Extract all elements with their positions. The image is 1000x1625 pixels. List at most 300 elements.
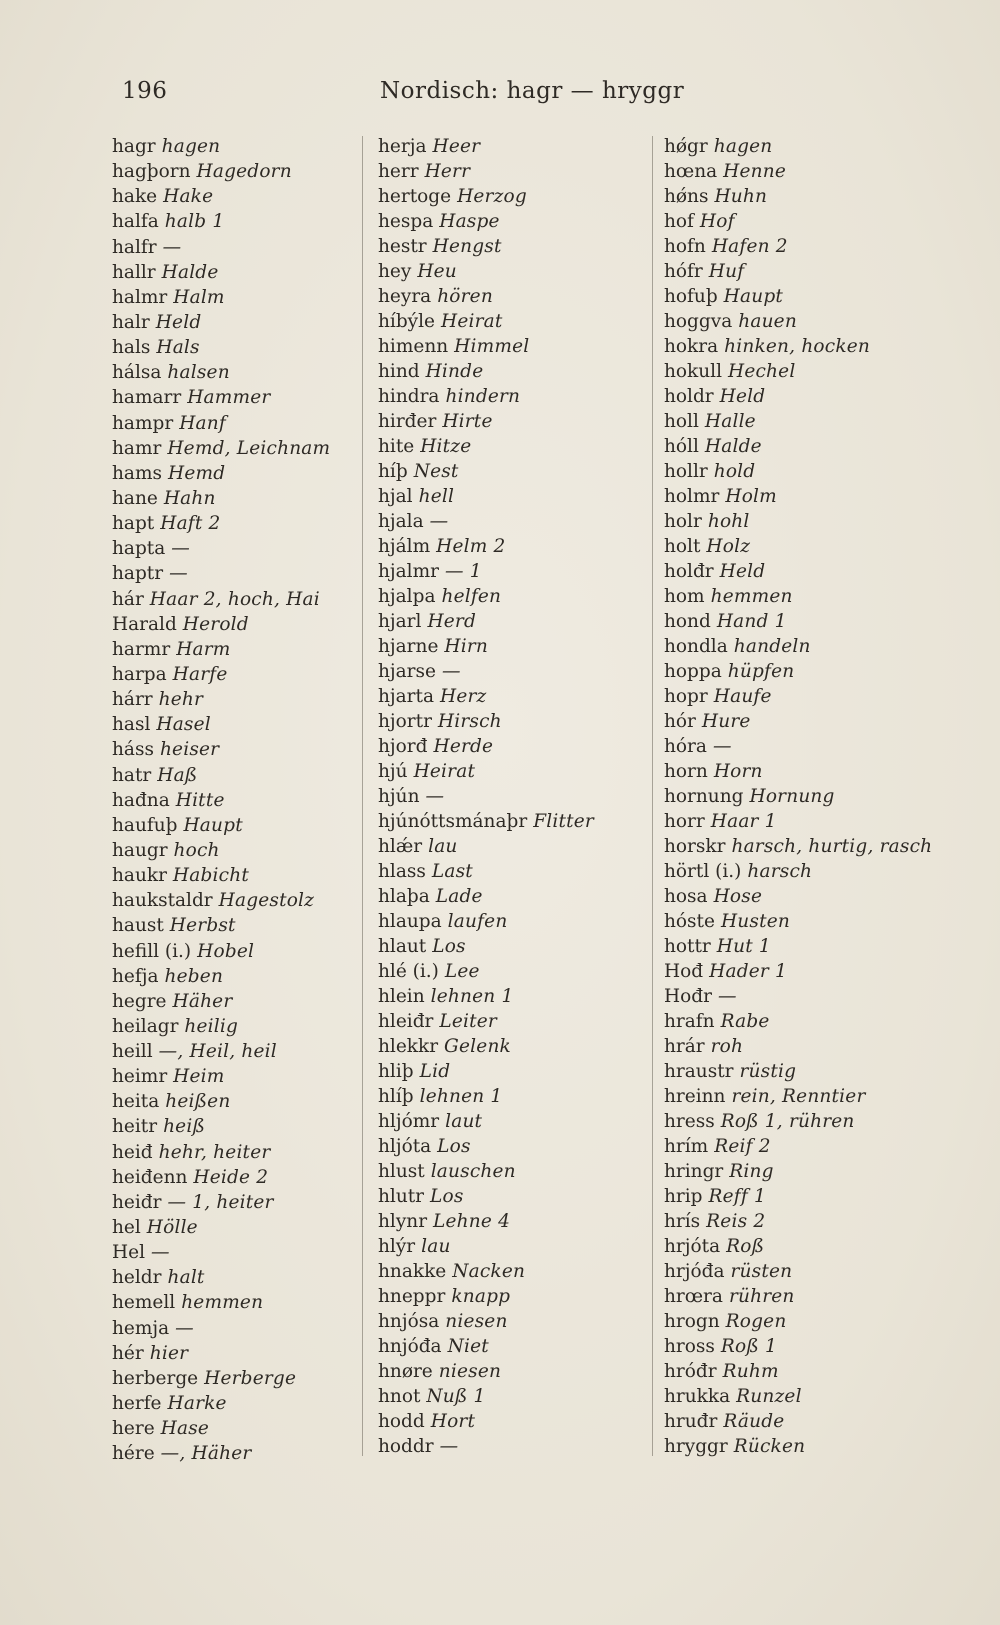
gloss: hagen xyxy=(161,136,221,157)
headword: hjalpa xyxy=(378,586,436,607)
headword: hár xyxy=(112,588,144,610)
gloss: Rücken xyxy=(733,1436,806,1457)
dictionary-entry xyxy=(112,461,330,486)
headword: hamr xyxy=(112,437,162,459)
gloss: hold xyxy=(713,461,756,482)
gloss: Huhn xyxy=(714,186,768,207)
gloss: Herde xyxy=(433,736,494,757)
gloss: — xyxy=(429,511,449,532)
headword: hrís xyxy=(664,1211,701,1232)
headword: herja xyxy=(378,136,427,157)
gloss: Harm xyxy=(176,638,231,660)
gloss: Reff 1 xyxy=(708,1186,766,1207)
headword: hertoge xyxy=(378,186,452,207)
dictionary-entry xyxy=(664,309,932,334)
headword: haust xyxy=(112,915,164,937)
dictionary-entry xyxy=(112,1366,330,1391)
gloss: lehnen 1 xyxy=(419,1086,503,1107)
dictionary-entry xyxy=(664,859,932,884)
headword: hlaþa xyxy=(378,886,430,907)
gloss: Hagestolz xyxy=(218,890,315,912)
headword: hamarr xyxy=(112,387,182,409)
dictionary-entry xyxy=(664,384,932,409)
headword: hraustr xyxy=(664,1061,734,1082)
headword: hey xyxy=(378,261,412,282)
dictionary-entry xyxy=(664,684,932,709)
headword: hapta xyxy=(112,538,166,560)
gloss: hehr xyxy=(158,689,204,711)
gloss: Husten xyxy=(720,911,790,932)
headword: hlaut xyxy=(378,936,427,957)
headword: hite xyxy=(378,436,415,457)
headword: holdr xyxy=(664,386,714,407)
dictionary-entry xyxy=(112,486,330,511)
gloss: Häher xyxy=(172,990,233,1012)
dictionary-entry xyxy=(378,659,594,684)
dictionary-entry xyxy=(112,1391,330,1416)
headword: hlekkr xyxy=(378,1036,439,1057)
gloss: Gelenk xyxy=(444,1036,511,1057)
headword: hof xyxy=(664,211,694,232)
gloss: Los xyxy=(432,936,466,957)
gloss: Hake xyxy=(163,186,214,208)
dictionary-entry xyxy=(378,1209,594,1234)
dictionary-entry xyxy=(112,1064,330,1089)
gloss: Harke xyxy=(167,1393,227,1415)
dictionary-entry xyxy=(664,334,932,359)
headword: heiđ xyxy=(112,1141,153,1163)
headword: hjarne xyxy=(378,636,439,657)
dictionary-entry xyxy=(664,459,932,484)
gloss: hören xyxy=(437,286,493,307)
dictionary-entry xyxy=(664,659,932,684)
dictionary-entry xyxy=(378,759,594,784)
gloss: halt xyxy=(167,1267,205,1289)
dictionary-entry xyxy=(664,784,932,809)
gloss: Heirat xyxy=(441,311,503,332)
headword: Hel xyxy=(112,1242,145,1264)
headword: hrukka xyxy=(664,1386,731,1407)
headword: hlein xyxy=(378,986,425,1007)
column-divider-1 xyxy=(362,136,363,1456)
dictionary-entry xyxy=(664,534,932,559)
dictionary-entry xyxy=(378,184,594,209)
dictionary-entry xyxy=(112,1341,330,1366)
gloss: Herberge xyxy=(204,1367,297,1389)
headword: hokull xyxy=(664,361,723,382)
headword: hruđr xyxy=(664,1411,718,1432)
headword: hodd xyxy=(378,1411,425,1432)
headword: hjortr xyxy=(378,711,432,732)
headword: hlíþ xyxy=(378,1086,414,1107)
dictionary-entry xyxy=(112,134,330,159)
dictionary-entry xyxy=(112,1014,330,1039)
dictionary-entry xyxy=(664,809,932,834)
headword: hlé (i.) xyxy=(378,961,439,982)
dictionary-entry xyxy=(378,559,594,584)
dictionary-entry xyxy=(378,859,594,884)
dictionary-entry xyxy=(112,612,330,637)
gloss: Nuß 1 xyxy=(426,1386,486,1407)
headword: hrœra xyxy=(664,1286,723,1307)
dictionary-entry xyxy=(664,1084,932,1109)
gloss: — xyxy=(162,236,182,258)
headword: hasl xyxy=(112,714,151,736)
gloss: hoch xyxy=(173,839,220,861)
gloss: Hahn xyxy=(163,487,216,509)
headword: híþ xyxy=(378,461,408,482)
gloss: Runzel xyxy=(736,1386,802,1407)
dictionary-entry xyxy=(378,334,594,359)
gloss: Henne xyxy=(723,161,787,182)
dictionary-entry xyxy=(112,1140,330,1165)
headword: heill xyxy=(112,1041,153,1063)
headword: hoggva xyxy=(664,311,733,332)
dictionary-entry xyxy=(112,1039,330,1064)
gloss: hell xyxy=(418,486,455,507)
headword: hjalmr xyxy=(378,561,439,582)
gloss: rüsten xyxy=(730,1261,793,1282)
column-divider-2 xyxy=(652,136,653,1456)
headword: híbýle xyxy=(378,311,435,332)
dictionary-entry xyxy=(378,1309,594,1334)
headword: heiđr xyxy=(112,1191,162,1213)
headword: hrjóđa xyxy=(664,1261,725,1282)
headword: here xyxy=(112,1418,155,1440)
gloss: Hirn xyxy=(444,636,488,657)
gloss: Hose xyxy=(713,886,763,907)
headword: hond xyxy=(664,611,711,632)
headword: hlynr xyxy=(378,1211,428,1232)
dictionary-entry xyxy=(664,1434,932,1459)
gloss: lauschen xyxy=(430,1161,516,1182)
dictionary-entry xyxy=(378,1034,594,1059)
dictionary-entry xyxy=(664,934,932,959)
dictionary-entry xyxy=(664,1134,932,1159)
headword: hlaupa xyxy=(378,911,442,932)
dictionary-entry xyxy=(112,1089,330,1114)
headword: heiđenn xyxy=(112,1166,188,1188)
dictionary-entry xyxy=(664,1059,932,1084)
dictionary-entry xyxy=(112,235,330,260)
gloss: Rogen xyxy=(725,1311,787,1332)
dictionary-entry xyxy=(112,737,330,762)
headword: hreinn xyxy=(664,1086,726,1107)
gloss: Herr xyxy=(424,161,471,182)
dictionary-entry xyxy=(378,309,594,334)
headword: hrafn xyxy=(664,1011,715,1032)
headword: hóste xyxy=(664,911,715,932)
dictionary-entry xyxy=(112,184,330,209)
dictionary-entry xyxy=(664,484,932,509)
headword: hross xyxy=(664,1336,715,1357)
headword: halfa xyxy=(112,211,159,233)
dictionary-entry xyxy=(112,888,330,913)
dictionary-entry xyxy=(664,1234,932,1259)
dictionary-entry xyxy=(664,1109,932,1134)
gloss: Roß 1, rühren xyxy=(720,1111,855,1132)
gloss: Ruhm xyxy=(722,1361,779,1382)
headword: haptr xyxy=(112,563,164,585)
dictionary-entry xyxy=(378,1134,594,1159)
gloss: Hafen 2 xyxy=(711,236,788,257)
gloss: Hechel xyxy=(728,361,796,382)
dictionary-entry xyxy=(378,359,594,384)
gloss: Hasel xyxy=(156,714,211,736)
dictionary-entry xyxy=(664,409,932,434)
headword: hringr xyxy=(664,1161,724,1182)
headword: hrip xyxy=(664,1186,703,1207)
dictionary-entry xyxy=(378,734,594,759)
headword: hrím xyxy=(664,1136,709,1157)
gloss: laut xyxy=(445,1111,483,1132)
gloss: hüpfen xyxy=(727,661,795,682)
dictionary-entry xyxy=(112,813,330,838)
headword: holr xyxy=(664,511,702,532)
headword: hindra xyxy=(378,386,440,407)
dictionary-entry xyxy=(664,984,932,1009)
gloss: harsch, hurtig, rasch xyxy=(731,836,933,857)
headword: hljómr xyxy=(378,1111,440,1132)
running-head: Nordisch: hagr — hryggr xyxy=(380,78,685,104)
dictionary-entry xyxy=(112,260,330,285)
dictionary-entry xyxy=(378,1259,594,1284)
headword: hefill (i.) xyxy=(112,940,192,962)
dictionary-entry xyxy=(112,1190,330,1215)
dictionary-entry xyxy=(664,559,932,584)
dictionary-entry xyxy=(378,534,594,559)
gloss: Hanf xyxy=(179,412,226,434)
dictionary-entry xyxy=(664,1284,932,1309)
gloss: lau xyxy=(421,1236,451,1257)
dictionary-entry xyxy=(378,1009,594,1034)
gloss: Hals xyxy=(156,337,200,359)
headword: herr xyxy=(378,161,419,182)
gloss: Haspe xyxy=(439,211,500,232)
gloss: Hirte xyxy=(442,411,493,432)
dictionary-entry xyxy=(112,1265,330,1290)
headword: hróđr xyxy=(664,1361,717,1382)
dictionary-entry xyxy=(664,1259,932,1284)
gloss: Los xyxy=(437,1136,471,1157)
dictionary-entry xyxy=(664,609,932,634)
dictionary-entry xyxy=(664,134,932,159)
headword: hatr xyxy=(112,764,152,786)
headword: hǿgr xyxy=(664,136,708,157)
headword: hals xyxy=(112,337,151,359)
dictionary-entry xyxy=(378,1084,594,1109)
dictionary-entry xyxy=(112,712,330,737)
gloss: halb 1 xyxy=(164,211,225,233)
headword: hoddr xyxy=(378,1436,434,1457)
gloss: heiser xyxy=(159,739,220,761)
entry-column-3 xyxy=(664,134,932,1459)
headword: holmr xyxy=(664,486,720,507)
dictionary-entry xyxy=(112,1316,330,1341)
gloss: Hader 1 xyxy=(709,961,787,982)
headword: heyra xyxy=(378,286,432,307)
gloss: Herold xyxy=(182,613,249,635)
dictionary-entry xyxy=(378,209,594,234)
headword: hleiđr xyxy=(378,1011,434,1032)
gloss: — xyxy=(425,786,445,807)
dictionary-entry xyxy=(378,934,594,959)
gloss: Reif 2 xyxy=(714,1136,771,1157)
headword: hoppa xyxy=(664,661,722,682)
dictionary-entry xyxy=(664,1009,932,1034)
dictionary-entry xyxy=(378,1434,594,1459)
dictionary-entry xyxy=(664,284,932,309)
dictionary-entry xyxy=(378,609,594,634)
gloss: Held xyxy=(719,386,766,407)
dictionary-entry xyxy=(664,634,932,659)
headword: Hođ xyxy=(664,961,704,982)
headword: hliþ xyxy=(378,1061,414,1082)
gloss: handeln xyxy=(733,636,811,657)
gloss: roh xyxy=(710,1036,744,1057)
headword: hofuþ xyxy=(664,286,718,307)
headword: hollr xyxy=(664,461,708,482)
dictionary-entry xyxy=(378,259,594,284)
gloss: Halde xyxy=(704,436,762,457)
dictionary-entry xyxy=(664,1184,932,1209)
headword: hlǽr xyxy=(378,836,423,857)
headword: hopr xyxy=(664,686,708,707)
gloss: Hitze xyxy=(420,436,472,457)
headword: hjarse xyxy=(378,661,436,682)
gloss: Herz xyxy=(440,686,487,707)
dictionary-entry xyxy=(112,637,330,662)
gloss: Ring xyxy=(729,1161,774,1182)
headword: hneppr xyxy=(378,1286,446,1307)
gloss: Herd xyxy=(427,611,477,632)
gloss: Heu xyxy=(417,261,457,282)
headword: hjarta xyxy=(378,686,434,707)
dictionary-entry xyxy=(378,584,594,609)
gloss: rein, Renntier xyxy=(731,1086,866,1107)
gloss: rühren xyxy=(728,1286,795,1307)
dictionary-entry xyxy=(378,634,594,659)
dictionary-entry xyxy=(378,684,594,709)
gloss: laufen xyxy=(447,911,508,932)
gloss: Himmel xyxy=(454,336,530,357)
dictionary-entry xyxy=(378,909,594,934)
headword: hrjóta xyxy=(664,1236,721,1257)
gloss: Hagedorn xyxy=(196,161,292,183)
headword: hosa xyxy=(664,886,708,907)
gloss: Hitte xyxy=(175,789,225,811)
gloss: Nacken xyxy=(452,1261,526,1282)
headword: hljóta xyxy=(378,1136,432,1157)
gloss: knapp xyxy=(451,1286,511,1307)
dictionary-entry xyxy=(378,959,594,984)
gloss: Herbst xyxy=(169,915,236,937)
gloss: — xyxy=(439,1436,459,1457)
dictionary-entry xyxy=(664,259,932,284)
dictionary-entry xyxy=(112,989,330,1014)
headword: haukstaldr xyxy=(112,890,213,912)
gloss: —, Häher xyxy=(160,1443,252,1465)
dictionary-entry xyxy=(378,1384,594,1409)
headword: hađna xyxy=(112,789,170,811)
dictionary-entry xyxy=(378,984,594,1009)
dictionary-entry xyxy=(378,1184,594,1209)
headword: hemja xyxy=(112,1317,170,1339)
dictionary-entry xyxy=(664,1034,932,1059)
headword: hress xyxy=(664,1111,715,1132)
dictionary-entry xyxy=(112,1240,330,1265)
gloss: Hof xyxy=(699,211,735,232)
gloss: Huf xyxy=(708,261,745,282)
headword: hegre xyxy=(112,990,167,1012)
gloss: Last xyxy=(431,861,473,882)
headword: hnjósa xyxy=(378,1311,440,1332)
headword: hrár xyxy=(664,1036,705,1057)
gloss: Räude xyxy=(723,1411,785,1432)
dictionary-entry xyxy=(112,335,330,360)
headword: heldr xyxy=(112,1267,162,1289)
dictionary-entry xyxy=(378,709,594,734)
headword: hárr xyxy=(112,689,153,711)
dictionary-entry xyxy=(112,385,330,410)
headword: hálsa xyxy=(112,362,162,384)
gloss: — xyxy=(171,538,190,560)
gloss: helfen xyxy=(441,586,502,607)
dictionary-entry xyxy=(112,411,330,436)
dictionary-entry xyxy=(664,884,932,909)
headword: halfr xyxy=(112,236,157,258)
gloss: Heirat xyxy=(413,761,476,782)
dictionary-entry xyxy=(112,838,330,863)
dictionary-entry xyxy=(378,459,594,484)
headword: horskr xyxy=(664,836,726,857)
dictionary-entry xyxy=(378,409,594,434)
dictionary-entry xyxy=(112,511,330,536)
gloss: Harfe xyxy=(172,663,228,685)
gloss: Haupt xyxy=(183,814,243,836)
gloss: Hand 1 xyxy=(716,611,787,632)
headword: harmr xyxy=(112,638,171,660)
gloss: Held xyxy=(719,561,766,582)
headword: horr xyxy=(664,811,705,832)
dictionary-entry xyxy=(378,1234,594,1259)
gloss: — xyxy=(712,736,732,757)
headword: hnjóđa xyxy=(378,1336,442,1357)
gloss: Hut 1 xyxy=(716,936,771,957)
gloss: harsch xyxy=(747,861,813,882)
gloss: heilig xyxy=(184,1015,239,1037)
dictionary-entry xyxy=(112,285,330,310)
headword: hlust xyxy=(378,1161,425,1182)
headword: heita xyxy=(112,1091,160,1113)
headword: hóll xyxy=(664,436,699,457)
gloss: — xyxy=(175,1317,194,1339)
entry-column-2 xyxy=(378,134,594,1459)
headword: hagr xyxy=(112,136,156,157)
dictionary-entry xyxy=(664,1359,932,1384)
dictionary-entry xyxy=(664,709,932,734)
dictionary-entry xyxy=(378,1284,594,1309)
headword: hryggr xyxy=(664,1436,728,1457)
headword: hake xyxy=(112,186,158,208)
headword: hére xyxy=(112,1443,155,1465)
gloss: Reis 2 xyxy=(706,1211,766,1232)
gloss: hindern xyxy=(445,386,521,407)
gloss: Holm xyxy=(725,486,777,507)
gloss: lehnen 1 xyxy=(430,986,514,1007)
headword: halmr xyxy=(112,286,168,308)
headword: holđr xyxy=(664,561,714,582)
